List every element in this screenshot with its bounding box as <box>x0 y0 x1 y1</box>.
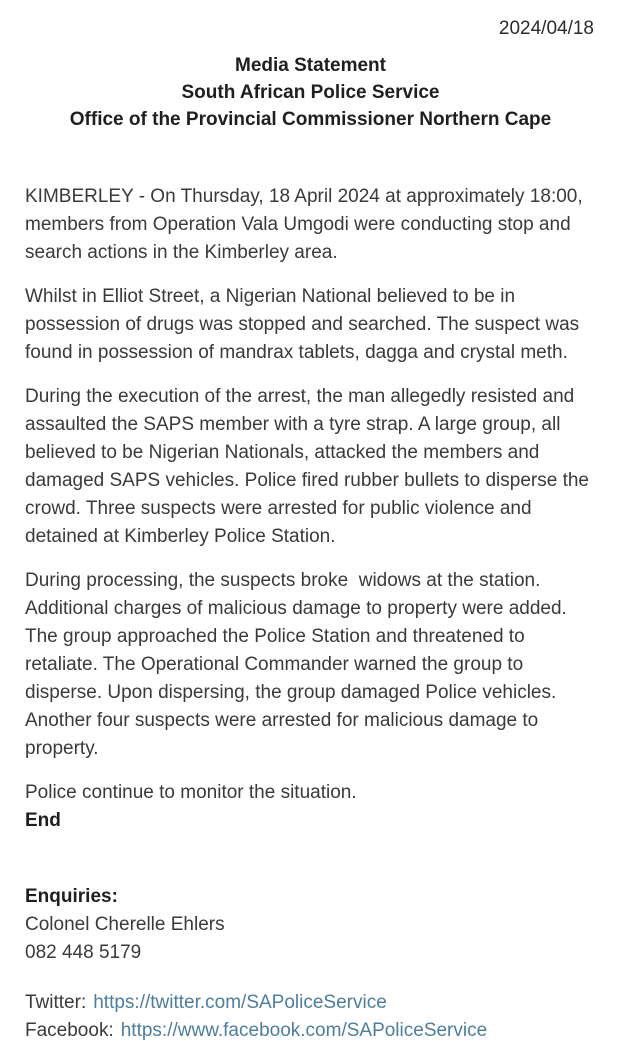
paragraph-arrest-resistance: During the execution of the arrest, the man allegedly resisted and assaulted the SAPS member with a tyre strap. A large group, all believed to be Nigerian Nationals, attacked the members and damaged SAPS vehicles. Police fired rubber bullets to disperse the crowd. Three suspects were arrested for public violence and detained at Kimberley Police Station. <box>25 386 595 547</box>
facebook-label: Facebook: <box>25 1020 114 1041</box>
facebook-link[interactable]: https://www.facebook.com/SAPoliceService <box>120 1020 488 1041</box>
header-office: Office of the Provincial Commissioner Northern Cape <box>69 109 552 130</box>
document-header <box>25 52 596 133</box>
paragraph-incident-intro: KIMBERLEY - On Thursday, 18 April 2024 at approximately 18:00, members from Operation Vala Umgodi were conducting stop and search actions in the Kimberley area. <box>25 186 588 263</box>
document-date: 2024/04/18 <box>498 18 594 39</box>
paragraph-station-damage: During processing, the suspects broke widows at the station. Additional charges of malicious damage to property were added. The group approached the Police Station and threatened to retaliate. The Operational Commander warned the group to disperse. Upon dispersing, the group damaged Police vehicles. Another four suspects were arrested for malicious damage to property. <box>25 570 572 759</box>
enquiries-contact-name: Colonel Cherelle Ehlers <box>25 914 225 935</box>
paragraph-search-result: Whilst in Elliot Street, a Nigerian National believed to be in possession of drugs was stopped and searched. The suspect was found in possession of mandrax tablets, dagga and crystal meth. <box>25 286 585 363</box>
end-marker: End <box>25 810 61 831</box>
enquiries-phone-number: 082 448 5179 <box>25 942 142 963</box>
enquiries-heading: Enquiries: <box>25 886 118 907</box>
header-organisation: South African Police Service <box>181 82 440 103</box>
header-title: Media Statement <box>235 55 386 76</box>
facebook-line <box>25 1017 596 1045</box>
twitter-link[interactable]: https://twitter.com/SAPoliceService <box>93 992 387 1013</box>
enquiries-block <box>25 883 596 967</box>
paragraph-closing: Police continue to monitor the situation. <box>25 782 357 803</box>
twitter-line <box>25 989 596 1017</box>
social-links-block <box>25 989 596 1045</box>
twitter-label: Twitter: <box>25 992 87 1013</box>
document-body <box>25 183 596 1045</box>
